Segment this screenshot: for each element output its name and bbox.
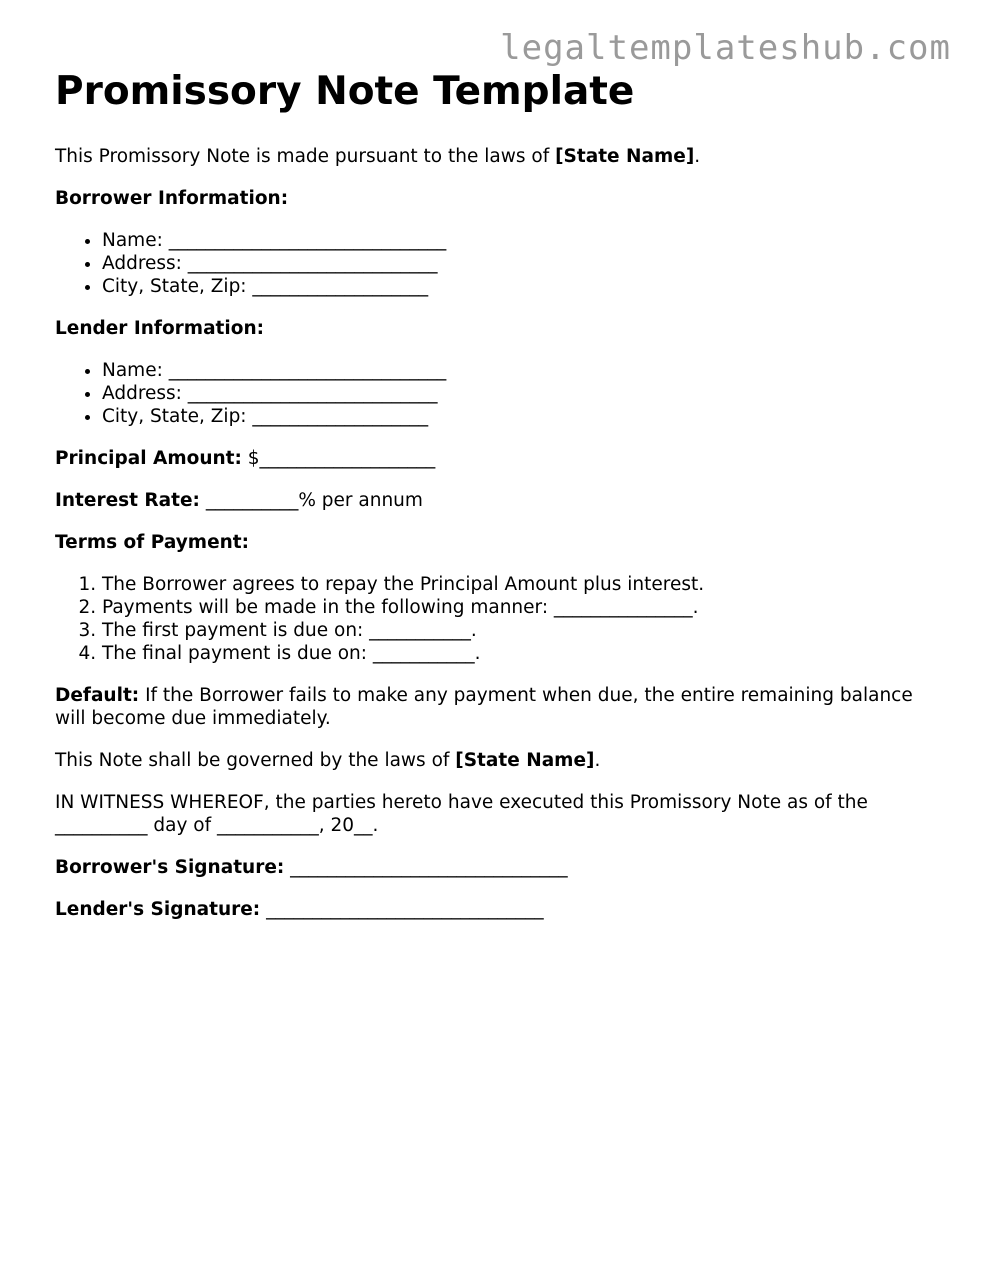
terms-item: 4. The final payment is due on: ___________. xyxy=(102,642,935,665)
lender-signature-blank: ______________________________ xyxy=(260,899,544,920)
default-label: Default: xyxy=(55,685,140,706)
lender-signature-line xyxy=(55,898,935,921)
principal-amount-blank: $___________________ xyxy=(241,448,436,469)
interest-rate-blank: __________% per annum xyxy=(199,490,423,511)
principal-amount-label: Principal Amount: xyxy=(55,448,242,469)
lender-signature-label: Lender's Signature: xyxy=(55,899,261,920)
document-body xyxy=(55,66,935,940)
governing-text: This Note shall be governed by the laws of xyxy=(55,750,456,771)
governing-state-placeholder: [State Name] xyxy=(455,750,595,771)
default-text: If the Borrower fails to make any payment when due, the entire remaining balance will become due immediately. xyxy=(55,685,913,729)
watermark: legaltemplateshub.com xyxy=(500,28,951,68)
lender-city-state-zip-field: • City, State, Zip: ___________________ xyxy=(102,405,935,428)
borrower-signature-blank: ______________________________ xyxy=(284,857,568,878)
terms-item: 3. The first payment is due on: ___________. xyxy=(102,619,935,642)
borrower-fields xyxy=(55,229,935,298)
governing-period: . xyxy=(594,750,601,771)
interest-rate-label: Interest Rate: xyxy=(55,490,200,511)
borrower-signature-label: Borrower's Signature: xyxy=(55,857,285,878)
witness-paragraph: IN WITNESS WHEREOF, the parties hereto have executed this Promissory Note as of the __________ day of ___________, 20__. xyxy=(55,792,868,836)
borrower-heading: Borrower Information: xyxy=(55,188,289,209)
intro-period: . xyxy=(694,146,701,167)
borrower-signature-line xyxy=(55,856,935,879)
borrower-address-field: • Address: ___________________________ xyxy=(102,252,935,275)
terms-item: 1. The Borrower agrees to repay the Principal Amount plus interest. xyxy=(102,573,935,596)
terms-heading: Terms of Payment: xyxy=(55,532,250,553)
principal-amount-line xyxy=(55,447,935,470)
interest-rate-line xyxy=(55,489,935,512)
terms-item: 2. Payments will be made in the following manner: _______________. xyxy=(102,596,935,619)
default-paragraph xyxy=(55,684,935,730)
lender-name-field: • Name: ______________________________ xyxy=(102,359,935,382)
borrower-city-state-zip-field: • City, State, Zip: ___________________ xyxy=(102,275,935,298)
terms-list xyxy=(55,573,935,665)
lender-fields xyxy=(55,359,935,428)
intro-paragraph xyxy=(55,145,935,168)
intro-text: This Promissory Note is made pursuant to the laws of xyxy=(55,146,556,167)
intro-state-placeholder: [State Name] xyxy=(555,146,695,167)
lender-address-field: • Address: ___________________________ xyxy=(102,382,935,405)
borrower-name-field: • Name: ______________________________ xyxy=(102,229,935,252)
lender-heading: Lender Information: xyxy=(55,318,265,339)
governing-law-paragraph xyxy=(55,749,935,772)
document-title: Promissory Note Template xyxy=(55,69,635,114)
